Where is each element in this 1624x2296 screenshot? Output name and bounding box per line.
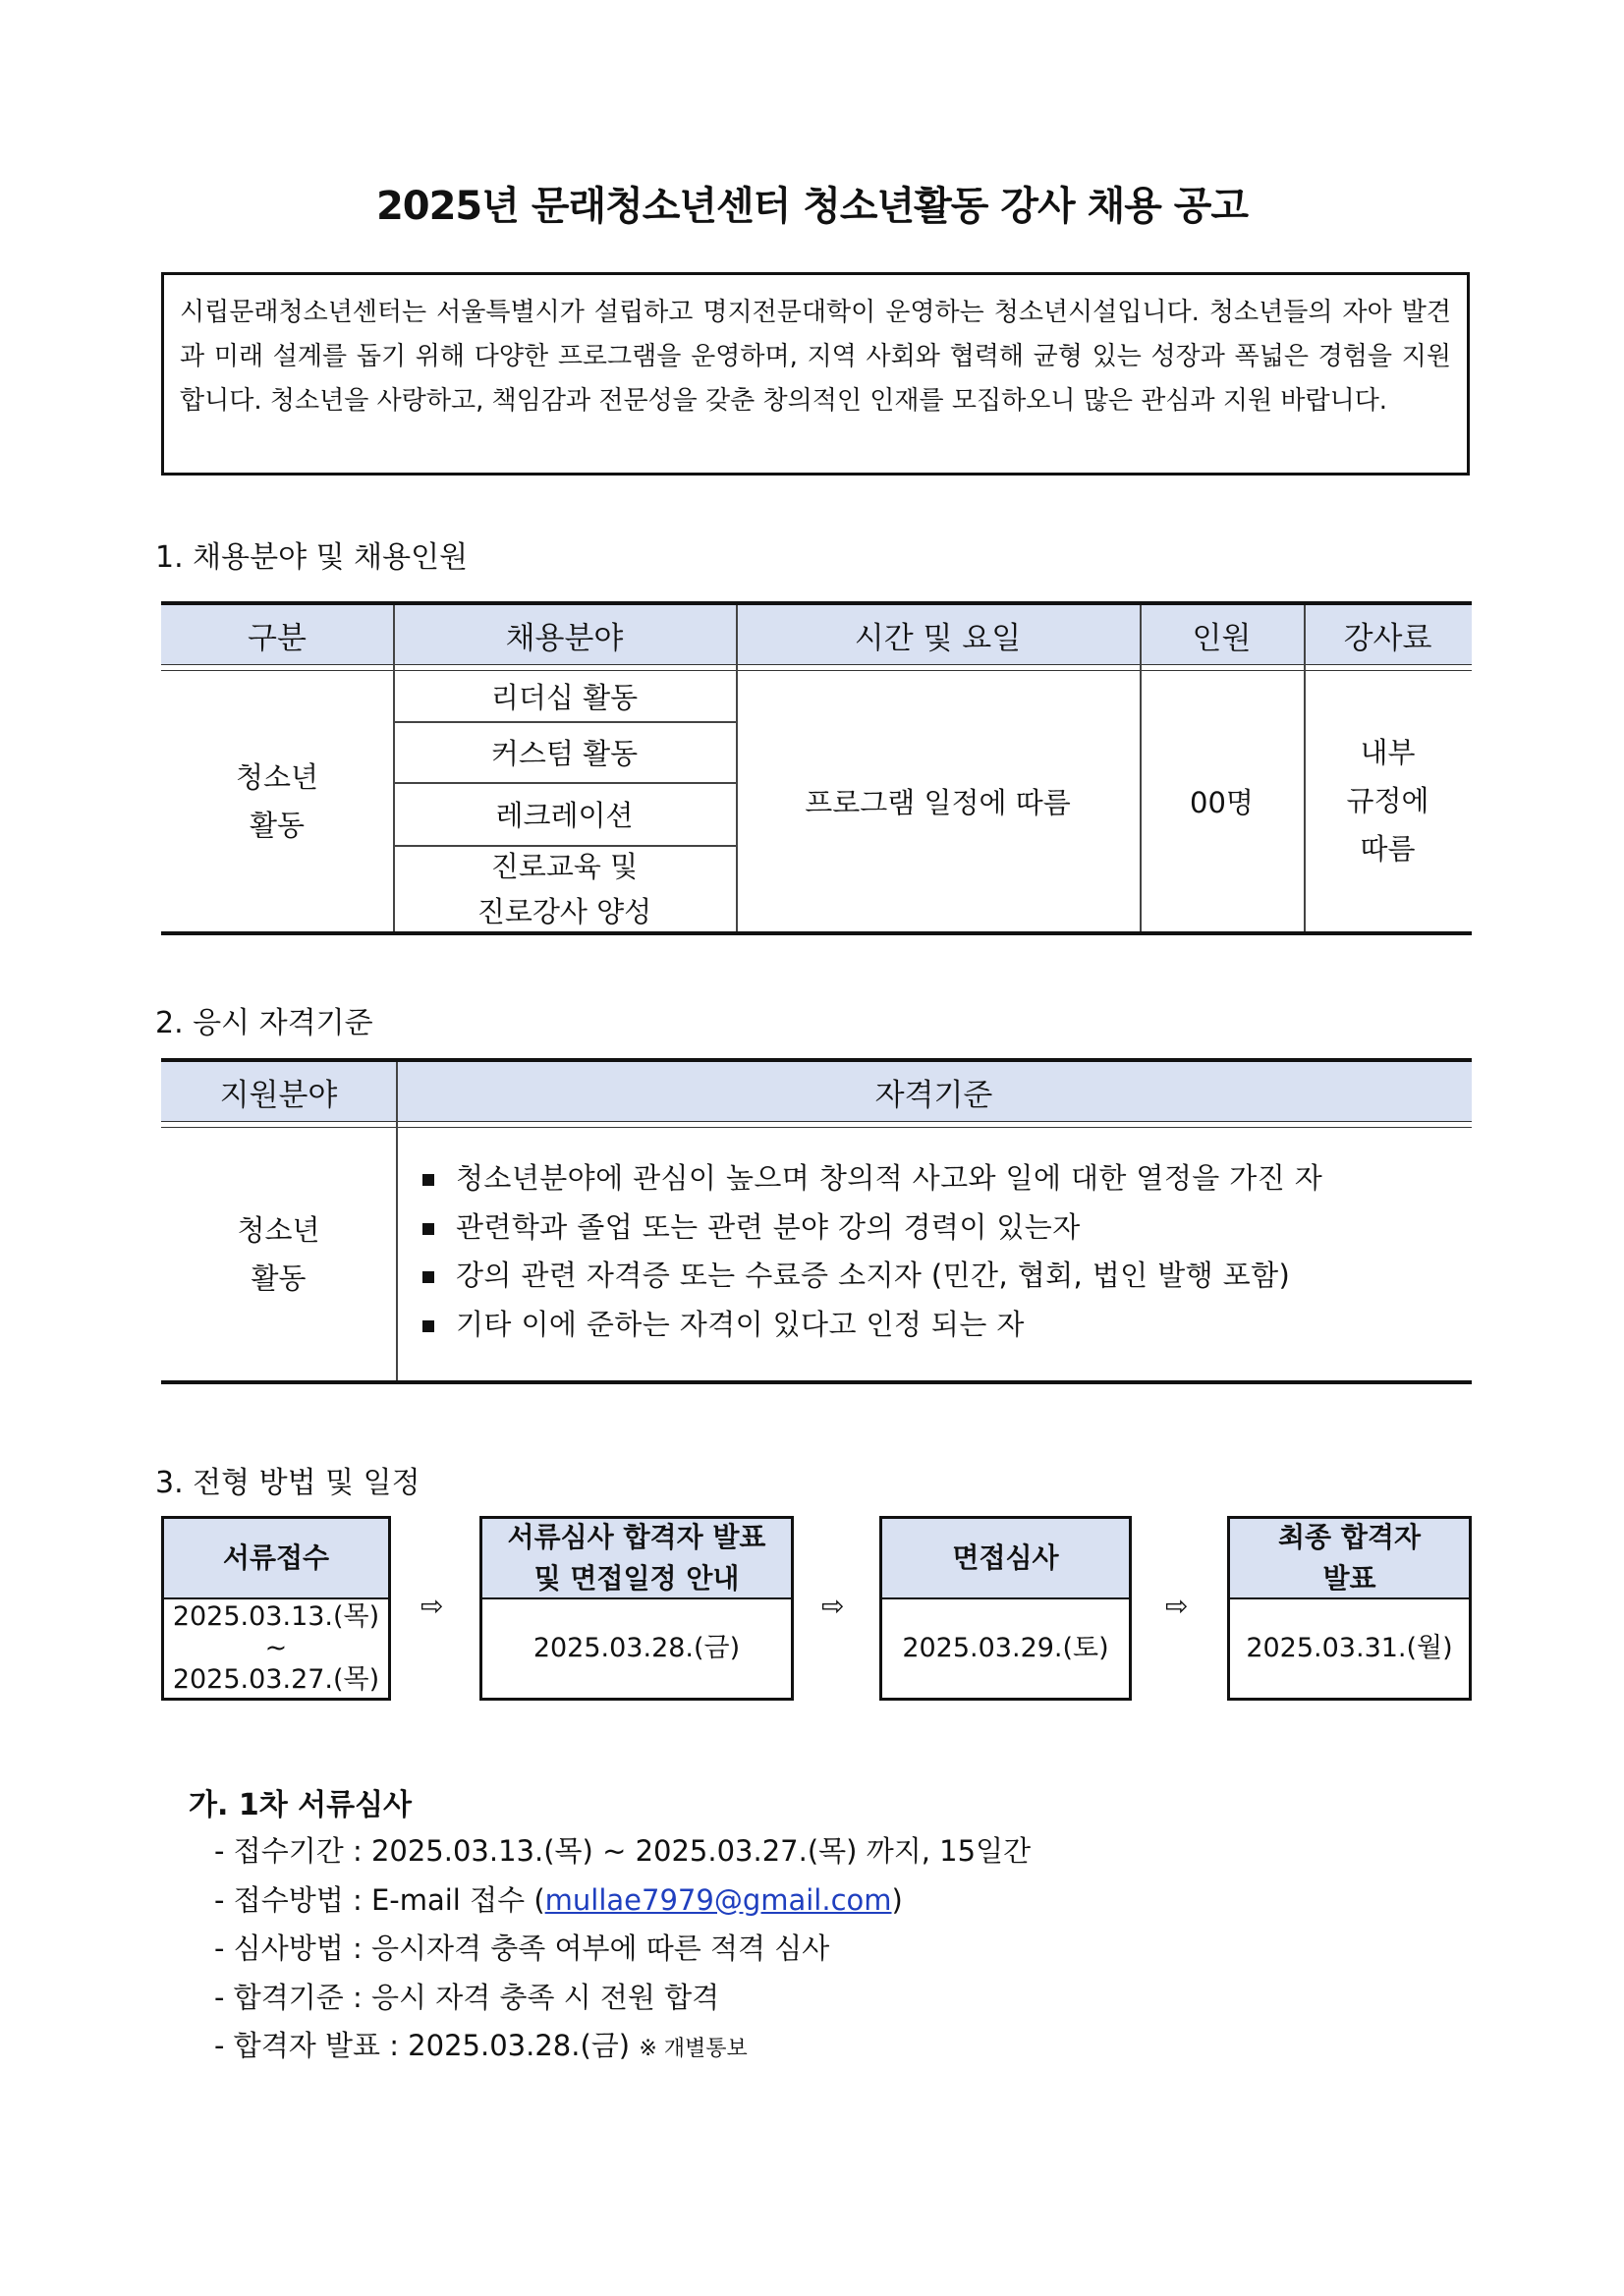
step-date: 2025.03.28.(금) bbox=[532, 1633, 741, 1663]
arrow-icon: ⇨ bbox=[1165, 1590, 1189, 1622]
list-item: 강의 관련 자격증 또는 수료증 소지자 (민간, 협회, 법인 발행 포함) bbox=[417, 1252, 1322, 1301]
step-date: 2025.03.29.(토) bbox=[902, 1633, 1109, 1663]
step-title: 최종 합격자 발표 bbox=[1230, 1519, 1469, 1597]
recruitment-table bbox=[161, 601, 1472, 935]
process-step bbox=[879, 1516, 1132, 1701]
detail-method-close: ) bbox=[891, 1882, 903, 1917]
header-field: 채용분야 bbox=[505, 620, 624, 656]
list-item: 청소년분야에 관심이 높으며 창의적 사고와 일에 대한 열정을 가진 자 bbox=[417, 1154, 1322, 1204]
field-cell: 레크레이션 bbox=[495, 799, 634, 832]
field-cell: 커스텀 활동 bbox=[490, 737, 639, 770]
header-time: 시간 및 요일 bbox=[854, 620, 1022, 656]
header-fee: 강사료 bbox=[1343, 620, 1432, 656]
header-criteria: 자격기준 bbox=[874, 1077, 993, 1113]
arrow-icon: ⇨ bbox=[420, 1590, 444, 1622]
header-count: 인원 bbox=[1192, 620, 1252, 656]
category-cell: 청소년 활동 bbox=[237, 1212, 320, 1295]
category-cell: 청소년 활동 bbox=[235, 759, 319, 842]
step-date: 2025.03.31.(월) bbox=[1246, 1633, 1453, 1663]
field-cell: 진로교육 및 진로강사 양성 bbox=[476, 849, 652, 928]
list-item: 기타 이에 준하는 자격이 있다고 인정 되는 자 bbox=[417, 1301, 1322, 1350]
list-item: 관련학과 졸업 또는 관련 분야 강의 경력이 있는자 bbox=[417, 1204, 1322, 1253]
section2-heading: 2. 응시 자격기준 bbox=[155, 1006, 373, 1040]
process-step bbox=[479, 1516, 794, 1701]
detail-period: - 접수기간 : 2025.03.13.(목) ~ 2025.03.27.(목) 까지, 15일간 bbox=[214, 1834, 1032, 1868]
process-step bbox=[161, 1516, 391, 1701]
step-title: 면접심사 bbox=[882, 1519, 1129, 1597]
step-date: 2025.03.13.(목) ~ 2025.03.27.(목) bbox=[172, 1601, 380, 1695]
detail-announce bbox=[214, 2022, 1031, 2074]
step-title: 서류접수 bbox=[164, 1519, 388, 1597]
count-cell: 00명 bbox=[1190, 786, 1254, 819]
detail-method-label: - 접수방법 : E-mail 접수 ( bbox=[214, 1882, 545, 1917]
detail-announce-label: - 합격자 발표 : 2025.03.28.(금) bbox=[214, 2029, 640, 2062]
section1-heading: 1. 채용분야 및 채용인원 bbox=[155, 540, 469, 575]
header-category: 구분 bbox=[248, 620, 307, 656]
detail-pass: - 합격기준 : 응시 자격 충족 시 전원 합격 bbox=[214, 1980, 720, 2014]
header-apply-field: 지원분야 bbox=[219, 1077, 338, 1113]
email-link[interactable]: mullae7979@gmail.com bbox=[544, 1882, 892, 1917]
announce-note: ※ 개별통보 bbox=[639, 2037, 748, 2061]
qualification-table bbox=[161, 1058, 1472, 1384]
document-title: 2025년 문래청소년센터 청소년활동 강사 채용 공고 bbox=[375, 184, 1249, 229]
arrow-icon: ⇨ bbox=[821, 1590, 845, 1622]
step-title: 서류심사 합격자 발표 및 면접일정 안내 bbox=[482, 1519, 791, 1597]
process-step bbox=[1227, 1516, 1472, 1701]
subsection-heading: 가. 1차 서류심사 bbox=[189, 1788, 413, 1822]
field-cell: 리더십 활동 bbox=[490, 681, 639, 714]
time-cell: 프로그램 일정에 따름 bbox=[805, 786, 1071, 819]
criteria-list bbox=[417, 1154, 1322, 1349]
intro-box: 시립문래청소년센터는 서울특별시가 설립하고 명지전문대학이 운영하는 청소년시설입니다. 청소년들의 자아 발견과 미래 설계를 돕기 위해 다양한 프로그램을 운영하며, 지역 사회와 협력해 균형 있는 성장과 폭넓은 경험을 지원합니다. 청소년을 사랑하고, 책임감과 전문성을 갖춘 창의적인 인재를 모집하오니 많은 관심과 지원 바랍니다. bbox=[161, 272, 1470, 476]
fee-cell: 내부 규정에 따름 bbox=[1346, 736, 1429, 866]
section3-heading: 3. 전형 방법 및 일정 bbox=[155, 1466, 420, 1500]
detail-review: - 심사방법 : 응시자격 충족 여부에 따른 적격 심사 bbox=[214, 1932, 830, 1965]
detail-method bbox=[214, 1876, 1031, 1926]
screening-details bbox=[214, 1827, 1031, 2074]
